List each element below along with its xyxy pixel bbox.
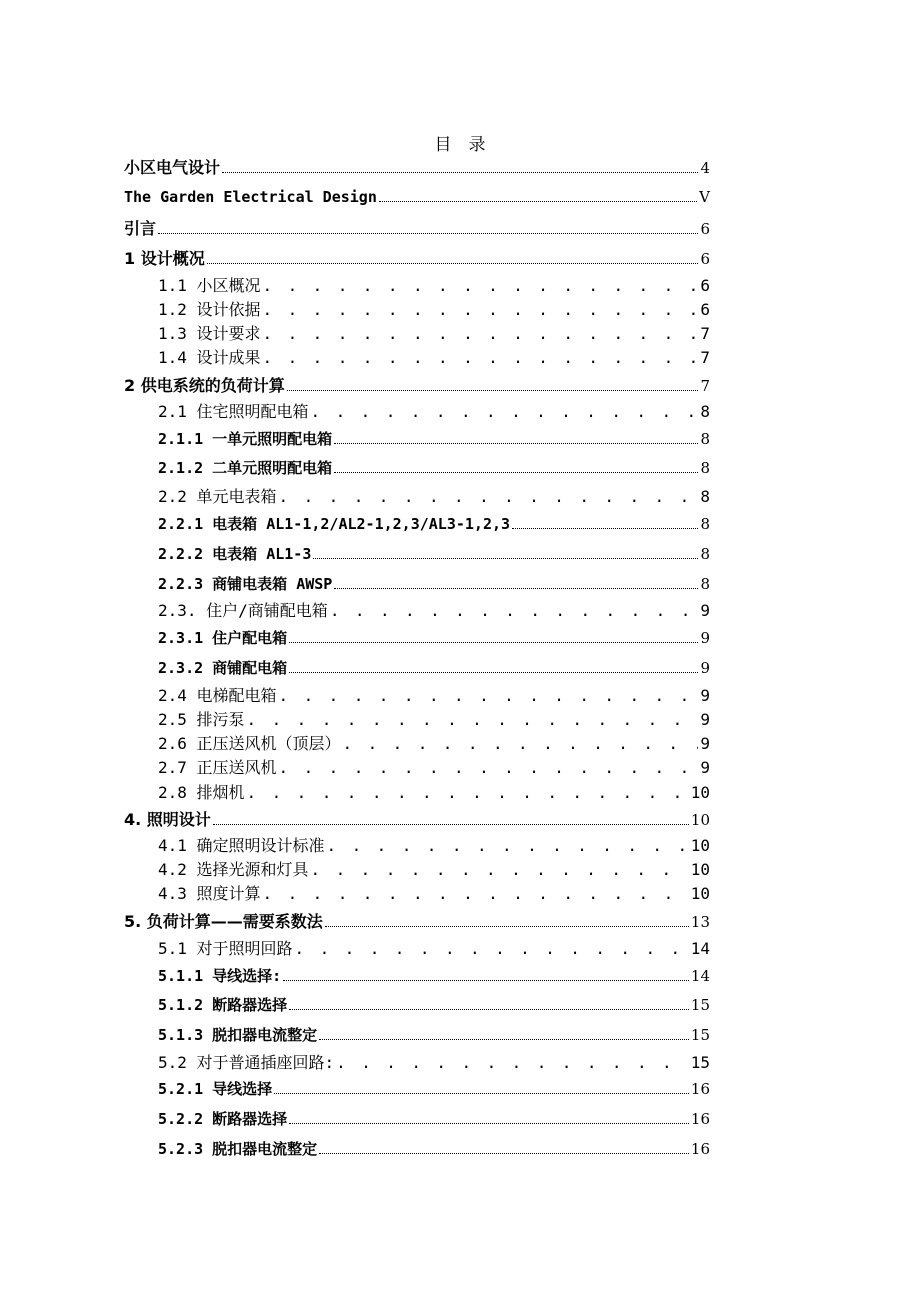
toc-entry[interactable]: [124, 190, 710, 205]
dot-leader: [207, 251, 699, 267]
toc-entry-label: 1.3 设计要求: [158, 324, 261, 343]
toc-entry-label: 2.3.2 商铺配电箱: [158, 659, 288, 677]
toc-entry-label: 4. 照明设计: [124, 810, 211, 829]
toc-entry[interactable]: [158, 517, 710, 532]
toc-entry-label: 2.8 排烟机: [158, 783, 245, 802]
dot-leader: [263, 302, 699, 318]
toc-entry-label: 5.1.2 断路器选择: [158, 996, 288, 1014]
toc-entry[interactable]: [158, 404, 710, 420]
toc-entry-label: 1.1 小区概况: [158, 276, 261, 295]
toc-entry-label: 5.2.3 脱扣器电流整定: [158, 1140, 318, 1158]
toc-entry[interactable]: [124, 221, 710, 237]
toc-entry-page: 7: [700, 377, 710, 395]
dot-leader: [263, 886, 689, 902]
toc-title: 目 录: [434, 135, 486, 155]
toc-entry[interactable]: [158, 1112, 710, 1127]
toc-entry-page: 16: [690, 1110, 710, 1128]
dot-leader: [379, 190, 697, 205]
toc-entry-label: 2.6 正压送风机（顶层）: [158, 734, 341, 753]
dot-leader: [263, 326, 699, 342]
toc-entry[interactable]: [158, 603, 710, 619]
toc-entry-page: 8: [700, 487, 710, 506]
dot-leader: [311, 404, 699, 420]
dot-leader: [289, 661, 698, 676]
dot-leader: [295, 941, 689, 957]
toc-entry-label: 引言: [124, 219, 157, 238]
toc-entry[interactable]: [124, 812, 710, 828]
toc-entry-page: 8: [700, 575, 710, 593]
dot-leader: [287, 378, 699, 394]
dot-leader: [279, 489, 699, 505]
toc-entry-page: 14: [690, 967, 710, 985]
toc-entry[interactable]: [124, 914, 710, 930]
toc-entry-label: 2.3.1 住户配电箱: [158, 629, 288, 647]
toc-entry-page: 10: [690, 783, 710, 802]
toc-entry-page: 8: [700, 430, 710, 448]
dot-leader: [313, 547, 698, 562]
toc-entry-page: 15: [690, 1026, 710, 1044]
toc-entry-page: 7: [700, 324, 710, 343]
dot-leader: [263, 350, 699, 366]
dot-leader: [289, 631, 698, 646]
dot-leader: [512, 517, 698, 532]
toc-entry-label: 2.7 正压送风机: [158, 758, 277, 777]
toc-entry-page: 8: [700, 545, 710, 563]
toc-entry-label: 1.2 设计依据: [158, 300, 261, 319]
toc-entry[interactable]: [158, 302, 710, 318]
toc-entry-label: 5.1.1 导线选择:: [158, 967, 282, 985]
dot-leader: [279, 688, 699, 704]
toc-entry[interactable]: [158, 432, 710, 447]
toc-entry[interactable]: [158, 998, 710, 1013]
toc-entry-page: 8: [700, 459, 710, 477]
dot-leader: [334, 461, 698, 476]
toc-entry-page: 10: [690, 884, 710, 903]
toc-entry-page: 13: [690, 913, 710, 931]
toc-entry-page: 8: [700, 402, 710, 421]
toc-entry-page: 10: [690, 860, 710, 879]
toc-entry-page: 9: [700, 710, 710, 729]
toc-entry-page: 7: [700, 348, 710, 367]
toc-entry[interactable]: [158, 862, 710, 878]
toc-entry-label: 5. 负荷计算——需要系数法: [124, 912, 323, 931]
toc-entry[interactable]: [158, 278, 710, 294]
toc-entry-page: 9: [700, 601, 710, 620]
toc-entry[interactable]: [158, 1082, 710, 1097]
dot-leader: [319, 1028, 689, 1043]
toc-entry-page: 6: [700, 250, 710, 268]
toc-entry[interactable]: [158, 489, 710, 505]
dot-leader: [247, 785, 689, 801]
toc-entry[interactable]: [124, 251, 710, 267]
toc-entry-label: 1 设计概况: [124, 249, 205, 268]
dot-leader: [343, 736, 699, 752]
toc-entry-label: 2.2.3 商铺电表箱 AWSP: [158, 575, 333, 593]
dot-leader: [263, 278, 699, 294]
toc-entry[interactable]: [158, 631, 710, 646]
toc-entry[interactable]: [158, 1142, 710, 1157]
toc-entry-label: 5.1 对于照明回路: [158, 939, 293, 958]
toc-entry-page: 6: [700, 300, 710, 319]
toc-entry-label: 2.2.2 电表箱 AL1-3: [158, 545, 312, 563]
toc-entry-page: 14: [690, 939, 710, 958]
dot-leader: [289, 1112, 689, 1127]
dot-leader: [213, 812, 689, 828]
toc-entry-page: 8: [700, 515, 710, 533]
dot-leader: [334, 577, 698, 592]
dot-leader: [334, 432, 698, 447]
toc-entry-label: 2.1 住宅照明配电箱: [158, 402, 309, 421]
toc-entry-label: 4.2 选择光源和灯具: [158, 860, 309, 879]
toc-entry-page: 9: [700, 629, 710, 647]
toc-entry[interactable]: [124, 378, 710, 394]
toc-entry[interactable]: [158, 712, 710, 728]
toc-entry[interactable]: [158, 760, 710, 776]
toc-entry-page: 15: [690, 1053, 710, 1072]
toc-entry-label: 4.3 照度计算: [158, 884, 261, 903]
toc-entry-label: 5.1.3 脱扣器电流整定: [158, 1026, 318, 1044]
toc-entry-label: 2.1.1 一单元照明配电箱: [158, 430, 333, 448]
toc-entry-label: 2.2 单元电表箱: [158, 487, 277, 506]
toc-entry-page: 4: [700, 159, 710, 177]
toc-entry-label: 2.4 电梯配电箱: [158, 686, 277, 705]
toc-entry-label: 5.2.2 断路器选择: [158, 1110, 288, 1128]
toc-entry[interactable]: [158, 1055, 710, 1071]
toc-entry-label: 5.2.1 导线选择: [158, 1080, 273, 1098]
toc-entry[interactable]: [158, 461, 710, 476]
toc-entry-page: V: [699, 188, 710, 206]
dot-leader: [327, 838, 689, 854]
toc-entry[interactable]: [158, 941, 710, 957]
toc-entry[interactable]: [124, 160, 710, 176]
toc-entry[interactable]: [158, 969, 710, 984]
dot-leader: [279, 760, 699, 776]
toc-entry[interactable]: [158, 661, 710, 676]
toc-entry-page: 15: [690, 996, 710, 1014]
toc-entry[interactable]: [158, 736, 710, 752]
toc-entry[interactable]: [158, 785, 710, 801]
toc-entry[interactable]: [158, 577, 710, 592]
toc-entry-page: 6: [700, 276, 710, 295]
toc-entry-label: 5.2 对于普通插座回路:: [158, 1053, 335, 1072]
dot-leader: [289, 998, 689, 1013]
toc-entry-page: 9: [700, 659, 710, 677]
toc-entry[interactable]: [158, 838, 710, 854]
toc-entry-label: 2.2.1 电表箱 AL1-1,2/AL2-1,2,3/AL3-1,2,3: [158, 515, 511, 533]
toc-entry-page: 10: [690, 811, 710, 829]
dot-leader: [311, 862, 689, 878]
toc-entry-label: 2.1.2 二单元照明配电箱: [158, 459, 333, 477]
dot-leader: [330, 603, 699, 619]
toc-entry-page: 9: [700, 686, 710, 705]
toc-entry-page: 9: [700, 758, 710, 777]
toc-entry[interactable]: [158, 326, 710, 342]
toc-entry[interactable]: [158, 350, 710, 366]
dot-leader: [325, 914, 689, 930]
toc-entry[interactable]: [158, 688, 710, 704]
dot-leader: [336, 1055, 689, 1071]
toc-entry-label: 2.5 排污泵: [158, 710, 245, 729]
toc-entry[interactable]: [158, 547, 710, 562]
toc-entry-page: 10: [690, 836, 710, 855]
toc-entry-label: 4.1 确定照明设计标准: [158, 836, 325, 855]
dot-leader: [283, 969, 689, 984]
dot-leader: [319, 1142, 689, 1157]
toc-entry-label: The Garden Electrical Design: [124, 188, 377, 206]
toc-entry-page: 16: [690, 1140, 710, 1158]
toc-entry-page: 6: [700, 220, 710, 238]
toc-entry-label: 2.3. 住户/商铺配电箱: [158, 601, 328, 620]
toc-entry-label: 1.4 设计成果: [158, 348, 261, 367]
dot-leader: [247, 712, 699, 728]
dot-leader: [274, 1082, 689, 1097]
dot-leader: [158, 221, 698, 237]
toc-entry[interactable]: [158, 886, 710, 902]
toc-entry-page: 9: [700, 734, 710, 753]
toc-entry-label: 2 供电系统的负荷计算: [124, 376, 285, 395]
toc-entry-label: 小区电气设计: [124, 158, 221, 177]
toc-entry-page: 16: [690, 1080, 710, 1098]
toc-entry[interactable]: [158, 1028, 710, 1043]
dot-leader: [222, 160, 698, 176]
